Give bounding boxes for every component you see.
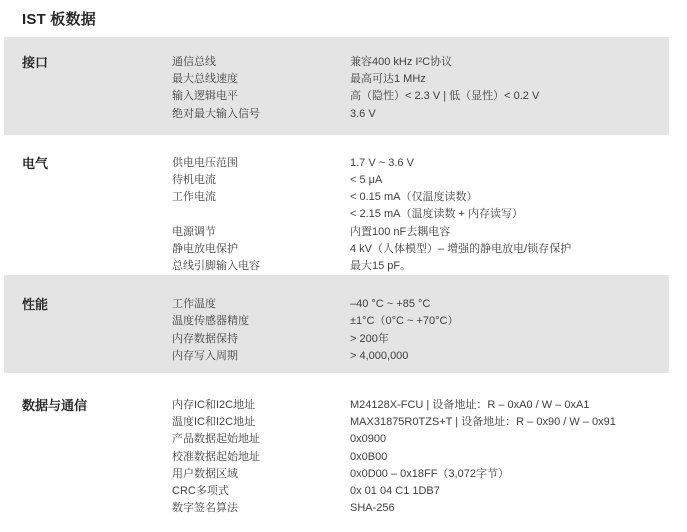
spec-label: 温度传感器精度	[172, 315, 249, 328]
spec-value: 0x 01 04 C1 1DB7	[350, 485, 440, 498]
spec-label: 供电电压范围	[172, 156, 238, 169]
table-row	[172, 241, 669, 258]
table-row	[172, 331, 669, 348]
spec-label: 输入逻辑电平	[172, 90, 238, 103]
spec-value: < 5 μA	[350, 174, 383, 187]
spec-value: 1.7 V ~ 3.6 V	[350, 156, 414, 169]
spec-label: 最大总线速度	[172, 73, 238, 86]
spec-value: 0x0B00	[350, 450, 388, 463]
table-row	[172, 106, 669, 123]
table-row	[172, 258, 669, 275]
table-row	[172, 414, 669, 431]
page-title: IST 板数据	[22, 11, 96, 28]
table-row	[172, 313, 669, 330]
table-row	[172, 206, 669, 223]
section-rows	[172, 155, 669, 275]
table-row	[172, 466, 669, 483]
table-row	[172, 449, 669, 466]
spec-value: < 0.15 mA（仅温度读数）	[350, 191, 478, 204]
spec-label: 待机电流	[172, 174, 216, 187]
spec-value: 兼容400 kHz I²C协议	[350, 56, 453, 68]
spec-label: 产品数据起始地址	[172, 433, 260, 446]
spec-value: ±1°C（0°C ~ +70°C）	[350, 315, 459, 328]
spec-label: CRC多项式	[172, 485, 229, 498]
section-title: 数据与通信	[22, 398, 88, 414]
spec-value: > 200年	[350, 332, 389, 345]
section-title: 接口	[22, 55, 49, 70]
spec-label: 内存数据保持	[172, 332, 238, 345]
table-row	[172, 483, 669, 500]
table-row	[172, 189, 669, 206]
spec-value: SHA-256	[350, 502, 395, 515]
spec-label: 数字签名算法	[172, 502, 238, 515]
spec-label: 校准数据起始地址	[172, 450, 260, 463]
spec-value: MAX31875R0TZS+T | 设备地址：R – 0x90 / W – 0x91	[350, 416, 616, 429]
spec-label: 温度IC和I2C地址	[172, 416, 256, 429]
spec-label: 绝对最大输入信号	[172, 107, 260, 120]
spec-label: 内存IC和I2C地址	[172, 399, 256, 412]
spec-value: 4 kV（人体模型）– 增强的静电放电/锁存保护	[350, 242, 572, 255]
spec-label: 总线引脚输入电容	[172, 260, 260, 273]
section-title: 性能	[22, 297, 49, 313]
table-row	[172, 71, 669, 88]
spec-value: M24128X-FCU | 设备地址：R – 0xA0 / W – 0xA1	[350, 399, 590, 412]
section-rows	[172, 54, 669, 123]
spec-value: –40 °C ~ +85 °C	[350, 298, 431, 311]
spec-value: 最大15 pF。	[350, 260, 412, 273]
spec-label: 通信总线	[172, 56, 216, 68]
spec-value: > 4,000,000	[350, 349, 409, 362]
spec-label: 静电放电保护	[172, 242, 238, 255]
section-rows	[172, 296, 669, 365]
table-row	[172, 155, 669, 172]
spec-value: 0x0900	[350, 433, 387, 446]
spec-section	[4, 275, 669, 373]
table-row	[172, 500, 669, 517]
spec-section	[4, 135, 669, 275]
table-row	[172, 54, 669, 71]
spec-section	[4, 37, 669, 135]
spec-label: 内存写入周期	[172, 349, 238, 362]
table-row	[172, 224, 669, 241]
spec-value: 高（隐性）< 2.3 V | 低（显性）< 0.2 V	[350, 90, 540, 103]
spec-label: 用户数据区域	[172, 467, 238, 480]
table-row	[172, 172, 669, 189]
spec-label: 工作电流	[172, 191, 216, 204]
table-row	[172, 348, 669, 365]
spec-label: 电源调节	[172, 225, 216, 238]
spec-value: 0x0D00 – 0x18FF（3,072字节）	[350, 467, 509, 480]
spec-label	[172, 206, 350, 223]
table-row	[172, 88, 669, 105]
section-rows	[172, 397, 669, 517]
table-row	[172, 397, 669, 414]
section-title: 电气	[22, 155, 49, 171]
table-row	[172, 296, 669, 313]
spec-value: 3.6 V	[350, 107, 376, 120]
table-row	[172, 431, 669, 448]
spec-section	[4, 373, 669, 517]
spec-label: 工作温度	[172, 298, 216, 311]
spec-value: < 2.15 mA（温度读数 + 内存读写）	[350, 208, 523, 221]
spec-value: 最高可达1 MHz	[350, 73, 426, 86]
spec-value: 内置100 nF去耦电容	[350, 225, 451, 238]
spec-table	[0, 37, 687, 517]
